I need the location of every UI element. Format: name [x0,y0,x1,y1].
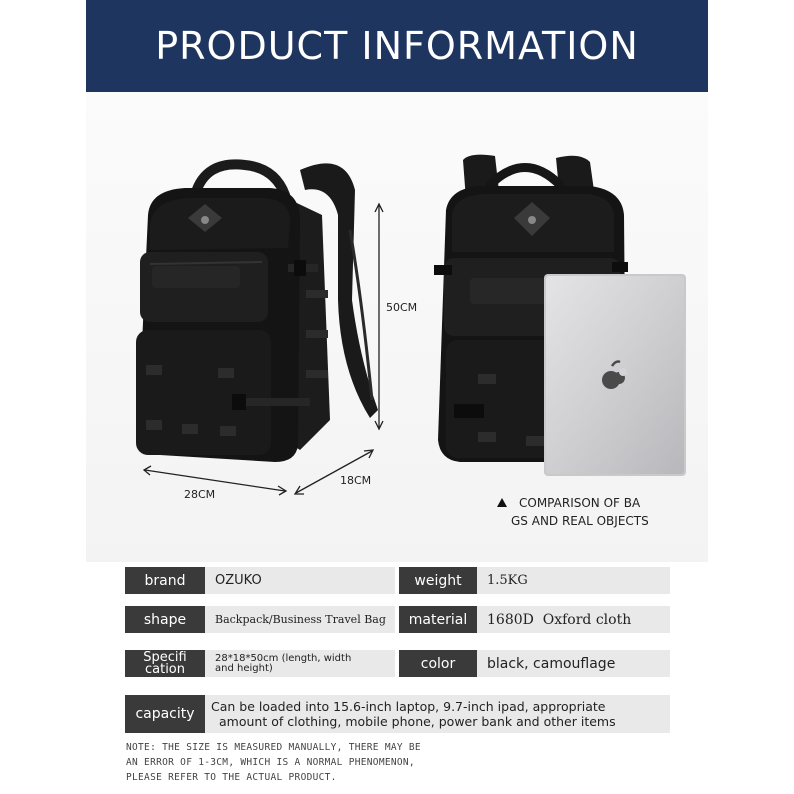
capacity-value-line1: Can be loaded into 15.6-inch laptop, 9.7-inch ipad, appropriate [211,699,606,714]
brand-value: OZUKO [205,567,395,594]
color-label: color [399,650,477,677]
weight-value: 1.5KG [477,567,670,594]
specification-value-line1: 28*18*50cm (length, width [215,652,352,664]
comparison-caption [497,494,649,530]
note-line1: NOTE: THE SIZE IS MEASURED MANUALLY, THERE MAY BE [126,742,421,753]
backpack-angled-image [136,163,378,462]
shape-label: shape [125,606,205,633]
specification-value [205,650,395,677]
page-title: PRODUCT INFORMATION [155,24,639,68]
capacity-value-line2: amount of clothing, mobile phone, power bank and other items [219,714,616,729]
color-value: black, camouflage [477,650,670,677]
measurement-note [126,740,421,785]
capacity-value [205,695,670,733]
specification-label-line1: Specifi [143,649,187,665]
brand-label: brand [125,567,205,594]
shape-value: Backpack/Business Travel Bag [205,606,395,633]
note-line3: PLEASE REFER TO THE ACTUAL PRODUCT. [126,772,337,783]
note-line2: AN ERROR OF 1-3CM, WHICH IS A NORMAL PHENOMENON, [126,757,415,768]
width-dimension-label: 28CM [184,488,216,501]
laptop-image [544,274,686,476]
specification-label [125,650,205,677]
specification-label-line2: cation [144,661,185,677]
comparison-caption-line2: GS AND REAL OBJECTS [511,514,649,528]
weight-label: weight [399,567,477,594]
triangle-icon [497,498,507,507]
material-label: material [399,606,477,633]
depth-dimension-label: 18CM [340,474,372,487]
height-dimension-label: 50CM [386,301,418,314]
capacity-label: capacity [125,695,205,733]
material-value: 1680D Oxford cloth [477,606,670,633]
specification-value-line2: and height) [215,662,273,674]
comparison-caption-line1: COMPARISON OF BA [519,496,641,510]
